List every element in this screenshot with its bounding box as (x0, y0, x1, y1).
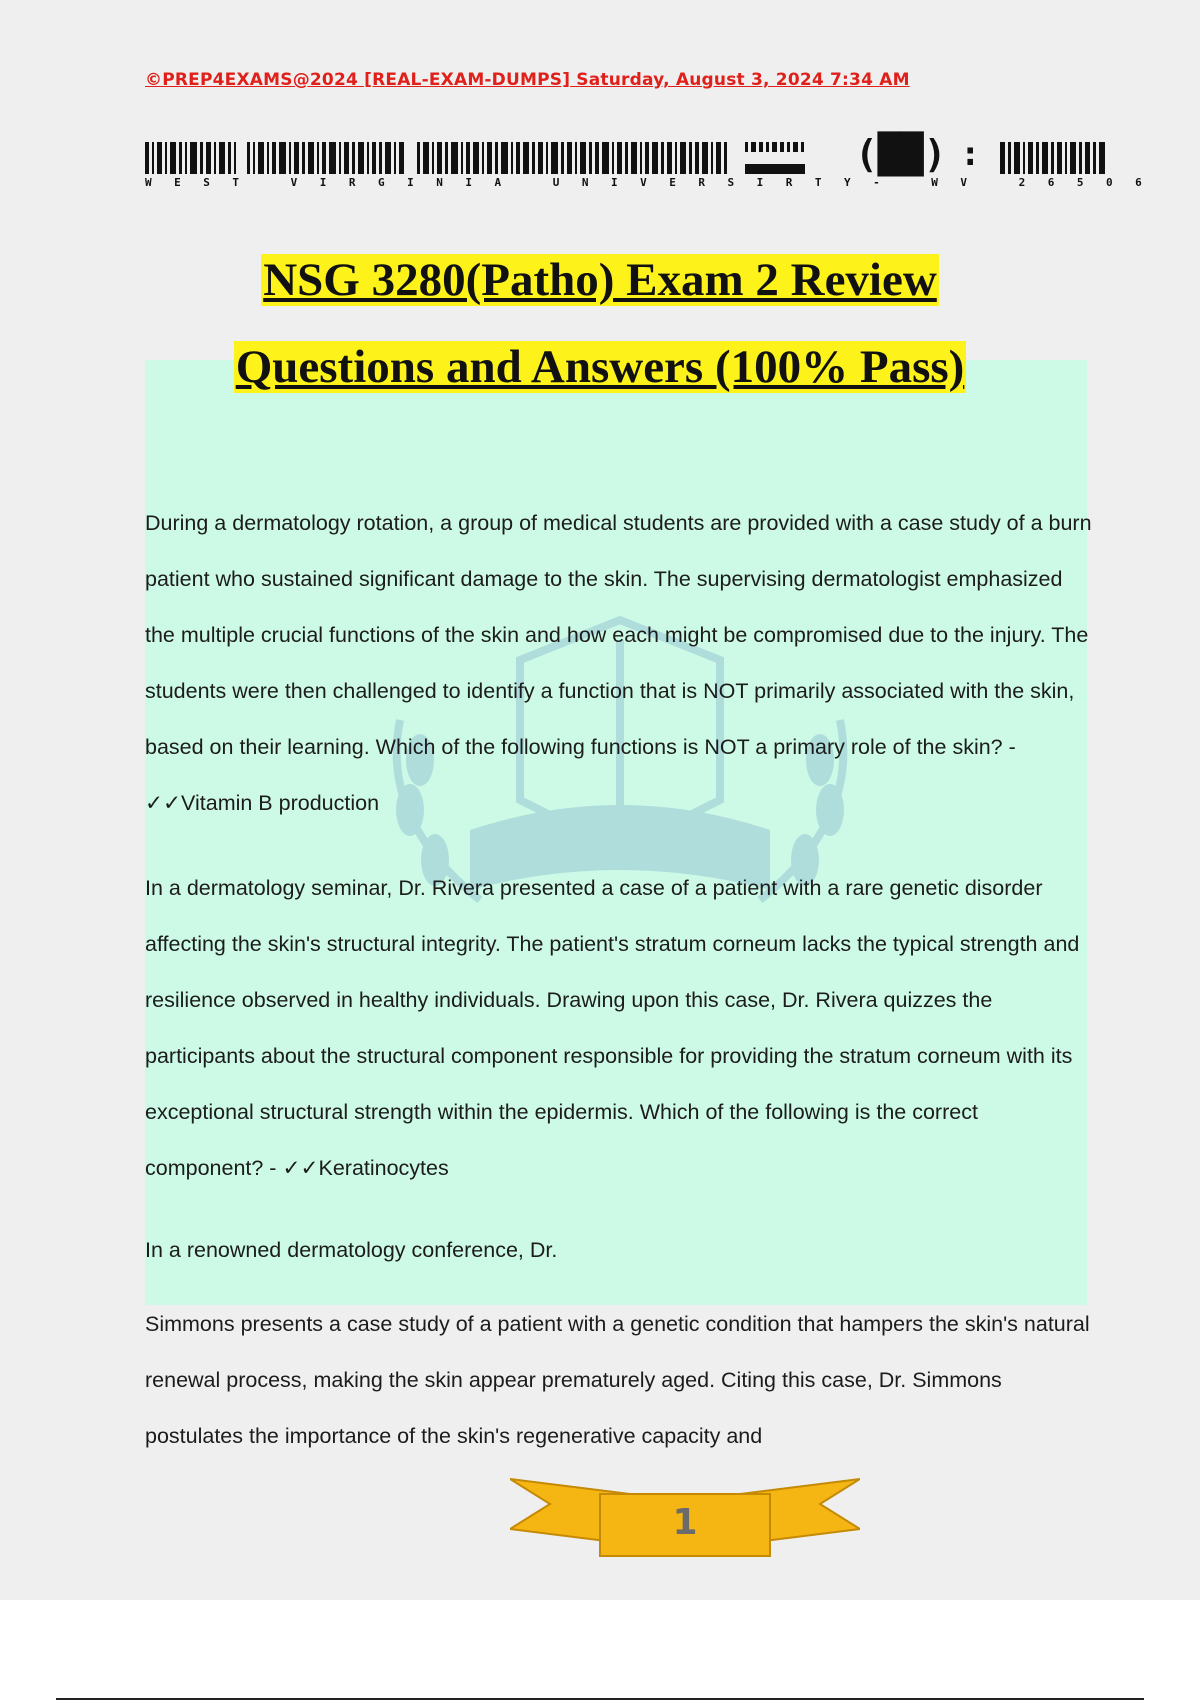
barcode-caption: WEST VIRGINIA UNIVERSIRTY- WV 26506 (145, 176, 1165, 189)
barcode-graphic (145, 140, 845, 176)
question-2-answer: ✓✓Keratinocytes (282, 1156, 449, 1180)
question-2-text: In a dermatology seminar, Dr. Rivera presented a case of a patient with a rare genetic disorder affecting the skin's structural integrity. The patient's stratum corneum lacks the typical strength and resilience observed in healthy individuals. Drawing upon this case, Dr. Rivera quizzes the participants about the structural component responsible for providing the stratum corneum with its exceptional structural strength within the epidermis. Which of the following is the correct component? - (145, 876, 1080, 1180)
title-text-1: NSG 3280(Patho) Exam 2 Review (263, 254, 937, 306)
question-3-start: In a renowned dermatology conference, Dr. (145, 1238, 558, 1262)
document-title-line-1 (0, 253, 1200, 307)
document-title-line-2 (0, 340, 1200, 394)
question-3-continuation: Simmons presents a case study of a patient with a genetic condition that hampers the skin's natural renewal process, making the skin appear prematurely aged. Citing this case, Dr. Simmons postulates the importance of the skin's regenerative capacity and (145, 1312, 1090, 1448)
question-1 (145, 495, 1095, 831)
page-number: 1 (672, 1502, 698, 1543)
question-1-text: During a dermatology rotation, a group of medical students are provided with a case study of a burn patient who sustained significant damage to the skin. The supervising dermatologist emphasized the multiple crucial functions of the skin and how each might be compromised due to the injury. The students were then challenged to identify a function that is NOT primarily associated with the skin, based on their learning. Which of the following functions is NOT a primary role of the skin? - (145, 511, 1092, 759)
barcode-zip-graphic (1000, 140, 1110, 176)
barcode-paren: (██) (855, 132, 947, 176)
title-text-2: Questions and Answers (100% Pass) (235, 341, 965, 393)
question-1-answer: ✓✓Vitamin B production (145, 791, 380, 815)
barcode-colon: : (960, 134, 981, 174)
header-stamp: ©PREP4EXAMS@2024 [REAL-EXAM-DUMPS] Saturday, August 3, 2024 7:34 AM (145, 70, 910, 90)
question-2 (145, 860, 1095, 1196)
